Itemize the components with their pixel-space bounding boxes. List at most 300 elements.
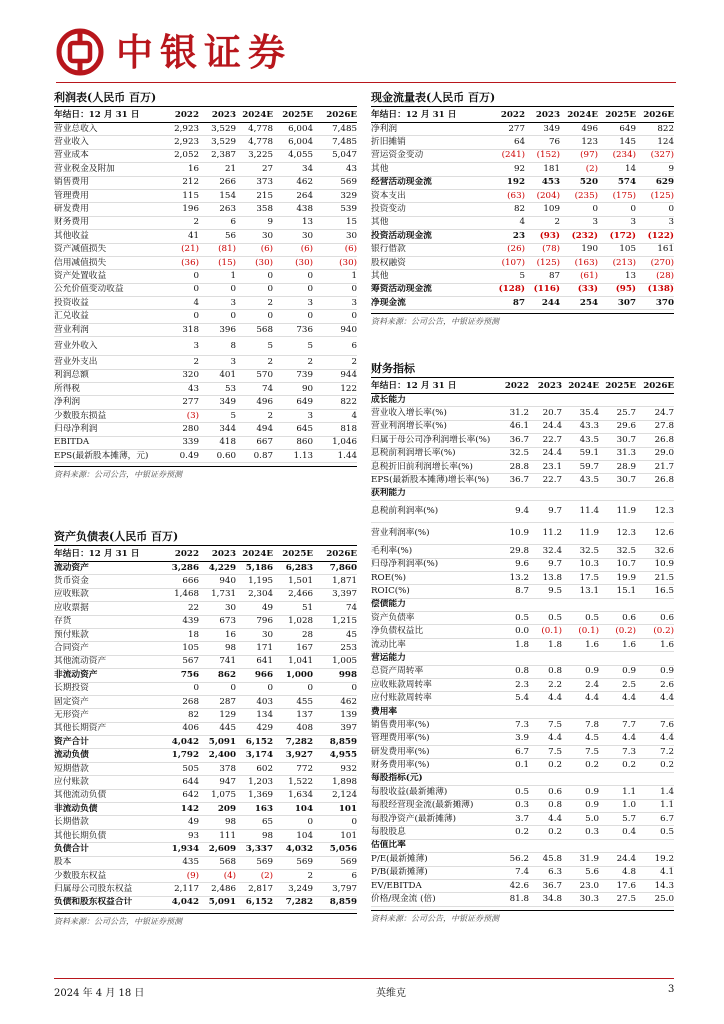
cell-value: 349 [525, 123, 560, 136]
table-row [371, 799, 674, 812]
table-row [54, 436, 357, 449]
cell-value: 0 [273, 283, 313, 296]
cell-value: 22.7 [529, 434, 562, 447]
cell-value [562, 598, 599, 611]
cell-value: 401 [199, 369, 236, 382]
cell-value: 2.6 [636, 679, 674, 692]
table-row [54, 615, 357, 628]
cell-value: 1.1 [636, 799, 674, 812]
cell-value: 1.8 [495, 638, 529, 651]
cell-value: 2,117 [162, 883, 199, 896]
row-label: 净利润 [371, 123, 489, 136]
cell-value: 455 [273, 695, 313, 708]
table-row [371, 523, 674, 545]
cell-value: 5,186 [236, 562, 273, 575]
cell-value: 12.3 [636, 501, 674, 523]
cell-value: 4,032 [273, 843, 313, 856]
table-row [371, 866, 674, 879]
ratios-table [371, 379, 674, 907]
row-label: ROE(%) [371, 571, 495, 584]
cell-value [562, 394, 599, 407]
cell-value: 16.5 [636, 585, 674, 598]
table-row [54, 776, 357, 789]
cashflow-title: 现金流量表(人民币 百万) [371, 91, 674, 107]
cell-value: 940 [313, 323, 357, 336]
cell-value: 649 [598, 123, 636, 136]
cell-value: 8.7 [495, 585, 529, 598]
row-label: P/E(最新摊薄) [371, 853, 495, 866]
cell-value: 0.0 [495, 625, 529, 638]
cell-value: 736 [273, 323, 313, 336]
cell-value: 82 [489, 203, 525, 216]
row-label: 负债和股东权益合计 [54, 896, 162, 909]
row-label: 财务费用率(%) [371, 759, 495, 772]
cell-value [599, 772, 636, 785]
row-label: 营业利润率(%) [371, 523, 495, 545]
cell-value: 98 [199, 642, 236, 655]
cell-value: (30) [273, 256, 313, 269]
ratios-title: 财务指标 [371, 362, 674, 378]
cell-value: 0.60 [199, 449, 236, 462]
table-row [54, 749, 357, 762]
cell-value: 25.7 [599, 407, 636, 420]
row-label: 管理费用率(%) [371, 732, 495, 745]
table-row [371, 732, 674, 745]
cell-value: 129 [199, 709, 236, 722]
cell-value: 439 [162, 615, 199, 628]
cell-value: 28 [273, 628, 313, 641]
cell-value: 7,860 [313, 562, 357, 575]
row-label: 少数股东权益 [54, 869, 162, 882]
row-label: 折旧摊销 [371, 136, 489, 149]
header-year: 2025E [273, 108, 313, 123]
cell-value: 520 [560, 176, 598, 189]
row-label: 净现金流 [371, 297, 489, 310]
cell-value: 137 [273, 709, 313, 722]
cell-value: 5 [273, 337, 313, 356]
cell-value: 10.7 [599, 558, 636, 571]
row-label: 短期借款 [54, 762, 162, 775]
cell-value: 3,225 [236, 149, 273, 162]
row-label: 营业总收入 [54, 123, 162, 136]
cell-value: 29.6 [599, 420, 636, 433]
row-label: 公允价值变动收益 [54, 283, 162, 296]
table-row [54, 575, 357, 588]
table-row [371, 625, 674, 638]
row-label: 其他 [371, 216, 489, 229]
cell-value: 505 [162, 762, 199, 775]
row-label: 归属于母公司净利润增长率(%) [371, 434, 495, 447]
table-row [54, 588, 357, 601]
table-row [54, 123, 357, 136]
table-row [54, 762, 357, 775]
cell-value: 1,522 [273, 776, 313, 789]
row-label: 息税折旧前利润增长率(%) [371, 460, 495, 473]
cell-value: 396 [199, 323, 236, 336]
cell-value: (78) [525, 243, 560, 256]
table-row [371, 176, 674, 189]
cell-value: 13 [273, 216, 313, 229]
balance-sheet-table [54, 547, 357, 910]
cell-value [636, 705, 674, 718]
income-statement-title: 利润表(人民币 百万) [54, 91, 357, 107]
table-row [54, 323, 357, 336]
header-year: 2023 [525, 108, 560, 123]
row-label: 费用率 [371, 705, 495, 718]
table-row [371, 545, 674, 558]
row-label: 利润总额 [54, 369, 162, 382]
cell-value: (30) [313, 256, 357, 269]
cell-value: 0.8 [529, 799, 562, 812]
cell-value: (232) [560, 230, 598, 243]
cell-value: 1,871 [313, 575, 357, 588]
row-label: 所得税 [54, 383, 162, 396]
row-label: 管理费用 [54, 189, 162, 202]
cell-value: 2 [313, 356, 357, 369]
cell-value: 253 [313, 642, 357, 655]
cell-value: 13.8 [529, 571, 562, 584]
row-label: 应付账款周转率 [371, 692, 495, 705]
cell-value: 4.4 [529, 812, 562, 825]
footer-page-number: 3 [668, 984, 675, 995]
table-row [54, 682, 357, 695]
cell-value: 3,529 [199, 123, 236, 136]
cell-value: 5 [199, 409, 236, 422]
cell-value: 15 [313, 216, 357, 229]
table-row [54, 136, 357, 149]
cell-value: 2,304 [236, 588, 273, 601]
cell-value: 0.9 [562, 799, 599, 812]
cell-value: 1,041 [273, 655, 313, 668]
cell-value: 24.4 [529, 420, 562, 433]
row-label: 信用减值损失 [54, 256, 162, 269]
cell-value: 0.1 [495, 759, 529, 772]
cell-value: 1,005 [313, 655, 357, 668]
header-year: 2026E [313, 547, 357, 562]
cell-value: 45 [313, 628, 357, 641]
table-row [371, 394, 674, 407]
row-label: 无形资产 [54, 709, 162, 722]
cell-value: 264 [273, 189, 313, 202]
cell-value: 27.5 [599, 893, 636, 906]
cell-value [599, 652, 636, 665]
row-label: 息税前利润增长率(%) [371, 447, 495, 460]
cell-value: (63) [489, 189, 525, 202]
header-year: 2024E [236, 108, 273, 123]
header-year: 2026E [636, 108, 674, 123]
cell-value: 31.9 [562, 853, 599, 866]
table-row [54, 423, 357, 436]
row-label: 营业收入 [54, 136, 162, 149]
cell-value: 6,004 [273, 136, 313, 149]
row-label: 筹资活动现金流 [371, 283, 489, 296]
cashflow-source-note: 资料来源：公司公告，中银证券预测 [371, 313, 674, 328]
cell-value: 0.4 [599, 826, 636, 839]
cell-value: (61) [560, 270, 598, 283]
table-row [371, 420, 674, 433]
cell-value: 74 [236, 383, 273, 396]
cell-value: 6,152 [236, 896, 273, 909]
cell-value: 31.3 [599, 447, 636, 460]
header-year: 2024E [562, 379, 599, 394]
table-row [371, 297, 674, 310]
cell-value: 7,282 [273, 896, 313, 909]
cell-value: 0.2 [495, 826, 529, 839]
cell-value: 42.6 [495, 879, 529, 892]
cell-value [636, 839, 674, 852]
cell-value: 8,859 [313, 736, 357, 749]
table-row [54, 602, 357, 615]
row-label: 流动比率 [371, 638, 495, 651]
row-label: 资产负债率 [371, 612, 495, 625]
balance-sheet-title: 资产负债表(人民币 百万) [54, 530, 357, 546]
cell-value: 569 [273, 856, 313, 869]
header-year: 2026E [636, 379, 674, 394]
cell-value: 13.1 [562, 585, 599, 598]
cell-value: 268 [162, 695, 199, 708]
cell-value: 4.4 [599, 732, 636, 745]
cell-value: 0 [199, 310, 236, 323]
cell-value: 122 [313, 383, 357, 396]
cell-value: 822 [636, 123, 674, 136]
cell-value: 105 [162, 642, 199, 655]
table-row [371, 487, 674, 500]
cell-value: 7.5 [529, 745, 562, 758]
cell-value: 0.2 [599, 759, 636, 772]
row-label: 投资变动 [371, 203, 489, 216]
row-label: 其他长期资产 [54, 722, 162, 735]
cell-value: 76 [525, 136, 560, 149]
cell-value: 320 [162, 369, 199, 382]
cell-value: 167 [273, 642, 313, 655]
cell-value: 378 [199, 762, 236, 775]
cell-value: 932 [313, 762, 357, 775]
cell-value: 74 [313, 602, 357, 615]
cell-value [495, 772, 529, 785]
row-label: 总资产周转率 [371, 665, 495, 678]
cell-value [529, 598, 562, 611]
cell-value: 209 [199, 803, 236, 816]
cell-value: 3.7 [495, 812, 529, 825]
cell-value [529, 705, 562, 718]
cell-value: 569 [313, 856, 357, 869]
cell-value: 11.9 [562, 523, 599, 545]
cell-value: 569 [236, 856, 273, 869]
cell-value [636, 394, 674, 407]
table-row [54, 297, 357, 310]
row-label: 销售费用 [54, 176, 162, 189]
cell-value: 494 [236, 423, 273, 436]
cell-value: 287 [199, 695, 236, 708]
header-label: 年结日：12 月 31 日 [54, 547, 162, 562]
cell-value: 0 [199, 283, 236, 296]
table-row [54, 722, 357, 735]
cell-value: 30 [236, 628, 273, 641]
cell-value: 358 [236, 203, 273, 216]
row-label: 营业收入增长率(%) [371, 407, 495, 420]
cell-value: 4.4 [636, 732, 674, 745]
cell-value: 23.0 [562, 879, 599, 892]
cell-value: 277 [489, 123, 525, 136]
table-row [371, 243, 674, 256]
cell-value: 192 [489, 176, 525, 189]
cell-value: 82 [162, 709, 199, 722]
row-label: 负债合计 [54, 843, 162, 856]
cell-value: 17.5 [562, 571, 599, 584]
cell-value: 0 [273, 310, 313, 323]
cell-value: 109 [525, 203, 560, 216]
cell-value: 0 [162, 270, 199, 283]
cell-value: (6) [273, 243, 313, 256]
cell-value: 418 [199, 436, 236, 449]
cell-value: 101 [313, 829, 357, 842]
row-label: 应收账款 [54, 588, 162, 601]
cell-value: (270) [636, 256, 674, 269]
table-row [54, 369, 357, 382]
table-row [371, 759, 674, 772]
cell-value: 3,797 [313, 883, 357, 896]
cell-value: 1,028 [273, 615, 313, 628]
cell-value: 1.4 [636, 786, 674, 799]
table-row [371, 638, 674, 651]
cell-value: 2,466 [273, 588, 313, 601]
cell-value: 641 [236, 655, 273, 668]
row-label: EV/EBITDA [371, 879, 495, 892]
row-label: 应付账款 [54, 776, 162, 789]
cell-value: 13.2 [495, 571, 529, 584]
header-year: 2023 [199, 547, 236, 562]
row-label: 长期投资 [54, 682, 162, 695]
cell-value: 31.2 [495, 407, 529, 420]
table-row [371, 270, 674, 283]
header-year: 2022 [489, 108, 525, 123]
cell-value: (138) [636, 283, 674, 296]
cell-value: 139 [313, 709, 357, 722]
table-row [371, 719, 674, 732]
table-row [54, 449, 357, 462]
table-row [54, 628, 357, 641]
balance-sheet-section [54, 530, 357, 928]
row-label: 营业利润 [54, 323, 162, 336]
cell-value: 32.4 [529, 545, 562, 558]
table-row [54, 736, 357, 749]
table-row [54, 803, 357, 816]
cell-value: 22.7 [529, 474, 562, 487]
table-row [54, 856, 357, 869]
cell-value: (0.2) [636, 625, 674, 638]
cell-value [636, 652, 674, 665]
table-row [371, 474, 674, 487]
row-label: 财务费用 [54, 216, 162, 229]
cell-value: 666 [162, 575, 199, 588]
cell-value: 2.4 [562, 679, 599, 692]
cell-value: 16 [199, 628, 236, 641]
cell-value: 9.7 [529, 558, 562, 571]
row-label: 销售费用率(%) [371, 719, 495, 732]
row-label: 净负债权益比 [371, 625, 495, 638]
cell-value: 438 [273, 203, 313, 216]
cell-value [599, 598, 636, 611]
cell-value: 0.3 [562, 826, 599, 839]
cell-value: (9) [162, 869, 199, 882]
cell-value [495, 598, 529, 611]
cell-value: (175) [598, 189, 636, 202]
row-label: 归母净利润率(%) [371, 558, 495, 571]
table-row [54, 655, 357, 668]
cell-value [495, 487, 529, 500]
table-row [371, 203, 674, 216]
cell-value: 2,817 [236, 883, 273, 896]
cell-value: 41 [162, 230, 199, 243]
cell-value: 10.9 [636, 558, 674, 571]
cell-value: 115 [162, 189, 199, 202]
cell-value: 0 [273, 816, 313, 829]
cell-value: 4,055 [273, 149, 313, 162]
cell-value: 7,485 [313, 123, 357, 136]
income-source-note: 资料来源：公司公告，中银证券预测 [54, 466, 357, 481]
cell-value: 43.5 [562, 474, 599, 487]
header-label: 年结日：12 月 31 日 [371, 108, 489, 123]
cell-value: (4) [199, 869, 236, 882]
cell-value: 87 [525, 270, 560, 283]
cell-value: (33) [560, 283, 598, 296]
cell-value: 1 [199, 270, 236, 283]
cell-value: 90 [273, 383, 313, 396]
cell-value: 21 [199, 163, 236, 176]
cell-value: 87 [489, 297, 525, 310]
cell-value [529, 487, 562, 500]
row-label: 营运资金变动 [371, 149, 489, 162]
cell-value: 4.5 [562, 732, 599, 745]
cell-value: 20.7 [529, 407, 562, 420]
cell-value: 4,778 [236, 136, 273, 149]
cell-value: 2,052 [162, 149, 199, 162]
cell-value: 0 [273, 682, 313, 695]
row-label: 其他 [371, 270, 489, 283]
table-row [54, 283, 357, 296]
cashflow-section [371, 91, 674, 328]
cell-value: (204) [525, 189, 560, 202]
cell-value: 649 [273, 396, 313, 409]
table-row [371, 893, 674, 906]
table-row [54, 409, 357, 422]
cell-value: 602 [236, 762, 273, 775]
cell-value: 65 [236, 816, 273, 829]
cell-value: 2 [236, 356, 273, 369]
table-row [54, 869, 357, 882]
cell-value: 1,369 [236, 789, 273, 802]
cell-value: 111 [199, 829, 236, 842]
cell-value: 772 [273, 762, 313, 775]
row-label: 长期借款 [54, 816, 162, 829]
cell-value [599, 394, 636, 407]
row-label: 其他流动负债 [54, 789, 162, 802]
income-statement-section [54, 91, 357, 481]
table-row [54, 695, 357, 708]
cell-value [495, 705, 529, 718]
row-label: 息税前利润率(%) [371, 501, 495, 523]
cell-value: 1,501 [273, 575, 313, 588]
row-label: 毛利率(%) [371, 545, 495, 558]
cell-value: 0 [236, 310, 273, 323]
income-statement-table [54, 108, 357, 463]
table-row [54, 396, 357, 409]
cell-value: (172) [598, 230, 636, 243]
cell-value: 215 [236, 189, 273, 202]
cell-value: 7,282 [273, 736, 313, 749]
cell-value: 46.1 [495, 420, 529, 433]
cell-value: 370 [636, 297, 674, 310]
